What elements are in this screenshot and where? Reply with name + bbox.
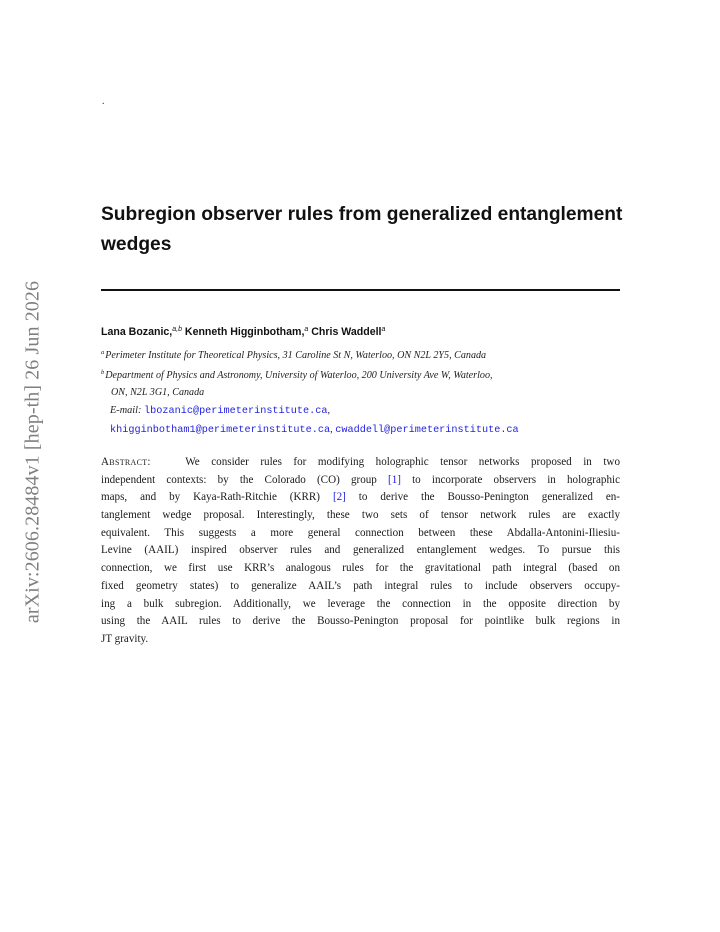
author-name: Chris Waddell — [311, 326, 382, 338]
abstract-line: tanglement wedge proposal. Interestingly, these two sets of tensor network rules are exactly — [101, 509, 620, 522]
email-label: E-mail: — [110, 405, 142, 416]
abstract-line: using the AAIL rules to derive the Bousso-Penington proposal for pointlike bulk regions in — [101, 615, 620, 628]
title-rule — [101, 289, 620, 291]
email-block: E-mail: lbozanic@perimeterinstitute.ca, — [110, 405, 331, 417]
abstract-heading: Abstract: — [101, 456, 151, 468]
affil-text: Department of Physics and Astronomy, University of Waterloo, 200 University Ave W, Waterloo, — [105, 370, 493, 381]
email-link[interactable]: cwaddell@perimeterinstitute.ca — [335, 425, 519, 436]
abstract-line: fixed geometry states) to generalize AAIL’s path integral rules to include observers occupy- — [101, 579, 620, 592]
affil-mark: b — [101, 369, 105, 376]
affiliation-a — [101, 347, 486, 364]
email-block-2: khigginbotham1@perimeterinstitute.ca, cwaddell@perimeterinstitute.ca — [110, 424, 519, 436]
paper-title — [101, 200, 626, 260]
author-name: Lana Bozanic, — [101, 326, 173, 338]
email-link[interactable]: khigginbotham1@perimeterinstitute.ca — [110, 425, 331, 436]
abstract — [101, 454, 620, 649]
title-line-1: Subregion observer rules from generalized entanglement — [101, 204, 623, 225]
affil-text: ON, N2L 3G1, Canada — [111, 387, 205, 398]
title-line-2: wedges — [101, 234, 172, 255]
author-affil-mark: a — [304, 326, 309, 333]
affiliation-b — [101, 367, 493, 401]
email-link[interactable]: lbozanic@perimeterinstitute.ca — [144, 406, 328, 417]
abstract-line: independent contexts: by the Colorado (CO) group [1] to incorporate observers in holographic — [101, 473, 620, 486]
author-affil-mark: a,b — [172, 326, 182, 333]
affil-text: Perimeter Institute for Theoretical Physics, 31 Caroline St N, Waterloo, ON N2L 2Y5, Canada — [105, 350, 487, 361]
author-affil-mark: a — [381, 326, 386, 333]
abstract-line: JT gravity. — [101, 632, 149, 645]
abstract-line: Levine (AAIL) inspired observer rules and generalized entanglement wedges. To pursue this — [101, 544, 620, 557]
top-mark: . — [102, 96, 105, 107]
abstract-line: maps, and by Kaya-Rath-Ritchie (KRR) [2] to derive the Bousso-Penington generalized en- — [101, 491, 620, 504]
abstract-line: ing a bulk subregion. Additionally, we leverage the connection in the opposite direction by — [101, 597, 620, 610]
author-name: Kenneth Higginbotham, — [184, 326, 305, 338]
abstract-line: Abstract: We consider rules for modifying holographic tensor networks proposed in two — [101, 456, 620, 468]
arxiv-stamp-text: arXiv:2606.28484v1 [hep-th] 26 Jun 2026 — [21, 280, 44, 624]
abstract-line: connection, we first use KRR’s analogous rules for the gravitational path integral (based on — [101, 562, 620, 575]
citation-link[interactable]: [2] — [332, 491, 346, 504]
affil-mark: a — [101, 349, 105, 356]
author-list — [101, 326, 385, 338]
abstract-line: equivalent. This suggests a more general connection between these Abdalla-Antonini-Iliesiu- — [101, 526, 620, 539]
arxiv-stamp — [10, 260, 56, 644]
citation-link[interactable]: [1] — [388, 473, 401, 486]
